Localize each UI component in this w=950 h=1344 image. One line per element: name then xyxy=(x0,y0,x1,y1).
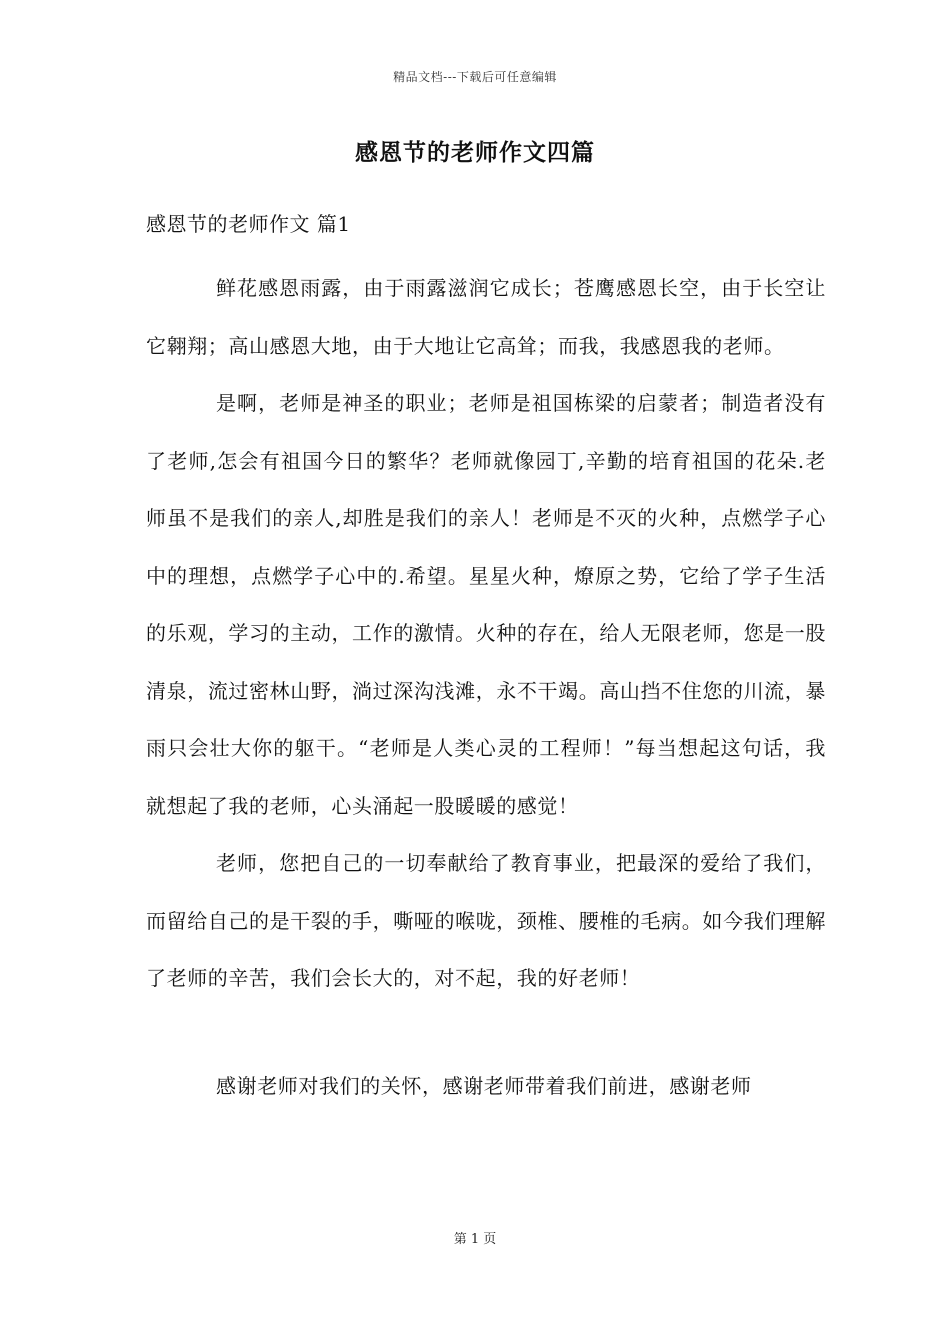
paragraph-4: 感谢老师对我们的关怀，感谢老师带着我们前进，感谢老师 xyxy=(216,1073,752,1098)
header-note: 精品文档---下载后可任意编辑 xyxy=(393,70,557,84)
page-number: 第 1 页 xyxy=(453,1232,497,1247)
document-title: 感恩节的老师作文四篇 xyxy=(355,139,595,166)
document-body xyxy=(146,260,826,1115)
paragraph-3: 老师，您把自己的一切奉献给了教育事业，把最深的爱给了我们，而留给自己的是干裂的手，嘶哑的喉咙，颈椎、腰椎的毛病。如今我们理解了老师的辛苦，我们会长大的，对不起，我的好老师！ xyxy=(146,851,826,990)
paragraph-2: 是啊，老师是神圣的职业；老师是祖国栋梁的启蒙者；制造者没有了老师,怎会有祖国今日的繁华？老师就像园丁,辛勤的培育祖国的花朵.老师虽不是我们的亲人,却胜是我们的亲人！老师是不灭的火种，点燃学子心中的理想，点燃学子心中的.希望。星星火种，燎原之势，它给了学子生活的乐观，学习的主动，工作的激情。火种的存在，给人无限老师，您是一股清泉，流过密林山野，淌过深沟浅滩，永不干竭。高山挡不住您的川流，暴雨只会壮大你的躯干。“老师是人类心灵的工程师！”每当想起这句话，我就想起了我的老师，心头涌起一股暖暖的感觉！ xyxy=(146,391,826,818)
section-heading: 感恩节的老师作文 篇1 xyxy=(146,212,351,236)
paragraph-1: 鲜花感恩雨露，由于雨露滋润它成长；苍鹰感恩长空，由于长空让它翱翔；高山感恩大地，由于大地让它高耸；而我，我感恩我的老师。 xyxy=(146,276,826,358)
